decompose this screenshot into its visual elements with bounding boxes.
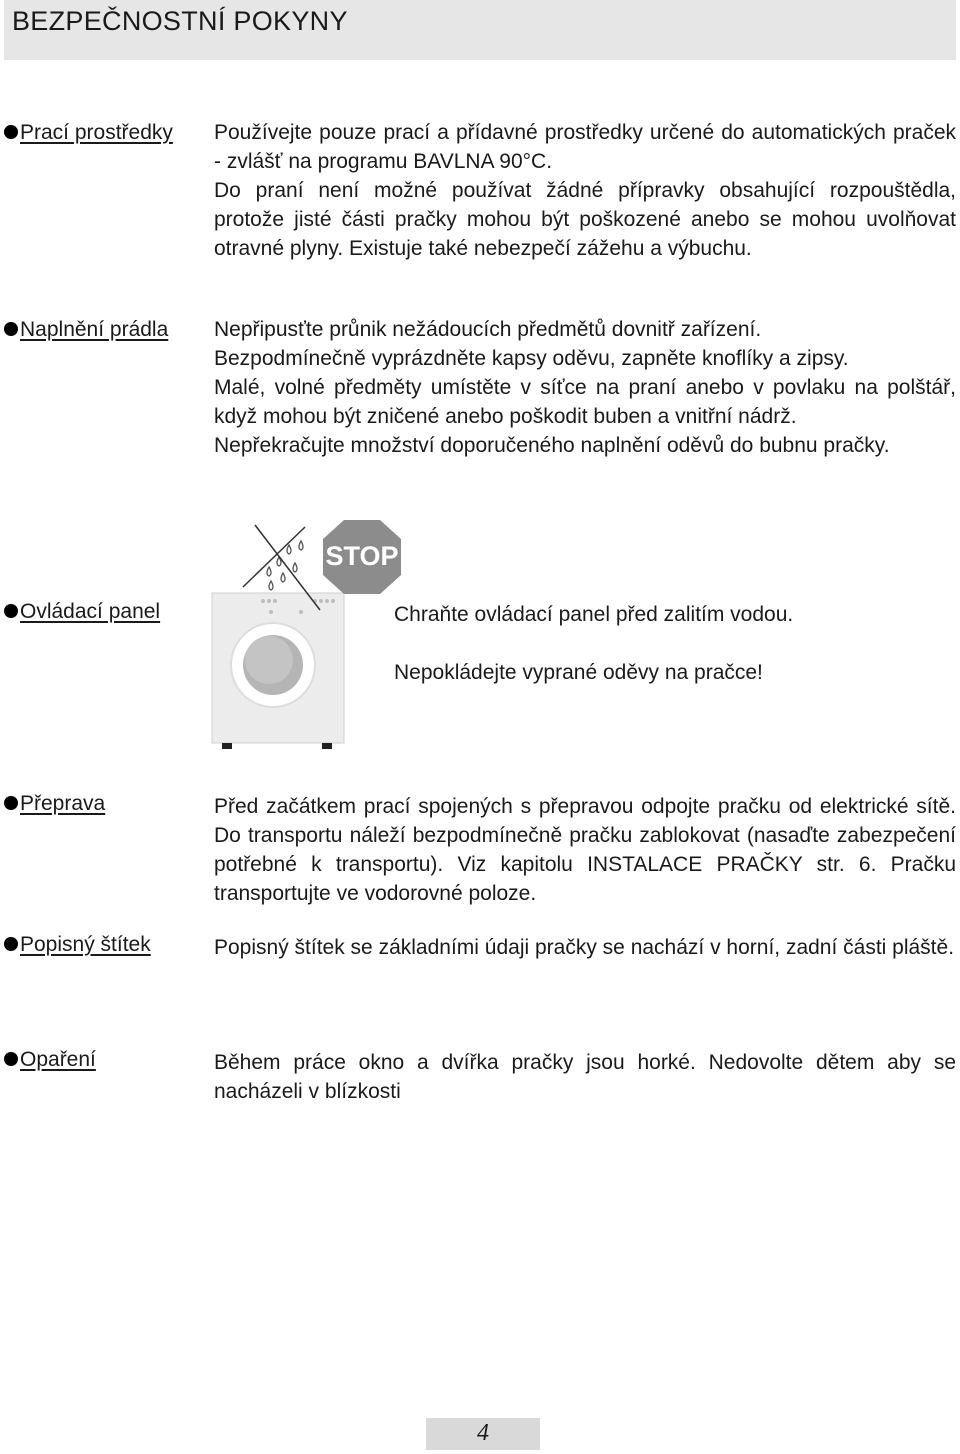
paragraph: Bezpodmínečně vyprázdněte kapsy oděvu, zapněte knoflíky a zipsy. [214,347,849,370]
paragraph: Nepřekračujte množství doporučeného naplnění oděvů do bubnu pračky. [214,434,890,457]
section-label: Přeprava [4,792,105,816]
bullet-icon [4,604,18,618]
section-label: Naplnění prádla [4,318,168,342]
footer-bar [426,1418,540,1450]
bullet-icon [4,796,18,810]
bullet-icon [4,937,18,951]
page-title: BEZPEČNOSTNÍ POKYNY [12,6,348,36]
stop-sign-text: STOP [325,541,399,571]
section-body [214,315,956,460]
paragraph: Nepokládejte vyprané oděvy na pračce! [394,661,763,684]
washing-machine-illustration [205,515,410,755]
section-label: Prací prostředky [4,121,173,145]
page-number: 4 [477,1420,489,1446]
section-body [214,933,956,962]
washing-machine-icon [205,515,410,755]
paragraph: Před začátkem prací spojených s přepravou odpojte pračku od elektrické sítě. Do transportu náleží bezpodmínečně pračku zablokovat (nasaďte zabezpečení potřebné k transportu). Viz kapitolu INSTALACE PRAČKY str. 6. Pračku transportujte ve vodorovné poloze. [214,795,956,905]
bullet-icon [4,125,18,139]
section-body [214,1048,956,1106]
paragraph: Používejte pouze prací a přídavné prostředky určené do automatických praček - zvlášť na programu BAVLNA 90°C. [214,121,956,173]
section-label: Popisný štítek [4,933,151,957]
bullet-icon [4,322,18,336]
paragraph: Malé, volné předměty umístěte v síťce na praní anebo v povlaku na polštář, když mohou být zničené anebo poškodit buben a vnitřní nádrž. [214,376,956,428]
bullet-icon [4,1052,18,1066]
paragraph: Do praní není možné používat žádné přípravky obsahující rozpouštědla, protože jisté části pračky mohou být poškozené anebo se mohou uvolňovat otravné plyny. Existuje také nebezpečí zážehu a výbuchu. [214,179,956,260]
section-label: Opaření [4,1048,96,1072]
section-body [214,118,956,263]
paragraph: Chraňte ovládací panel před zalitím vodou. [394,603,794,626]
paragraph: Popisný štítek se základními údaji pračky se nachází v horní, zadní části pláště. [214,936,955,959]
paragraph: Nepřipusťte průnik nežádoucích předmětů dovnitř zařízení. [214,318,762,341]
paragraph: Během práce okno a dvířka pračky jsou horké. Nedovolte dětem aby se nacházeli v blízkosti [214,1051,956,1103]
header-bar [4,0,956,60]
section-body [214,792,956,908]
section-label: Ovládací panel [4,600,160,624]
